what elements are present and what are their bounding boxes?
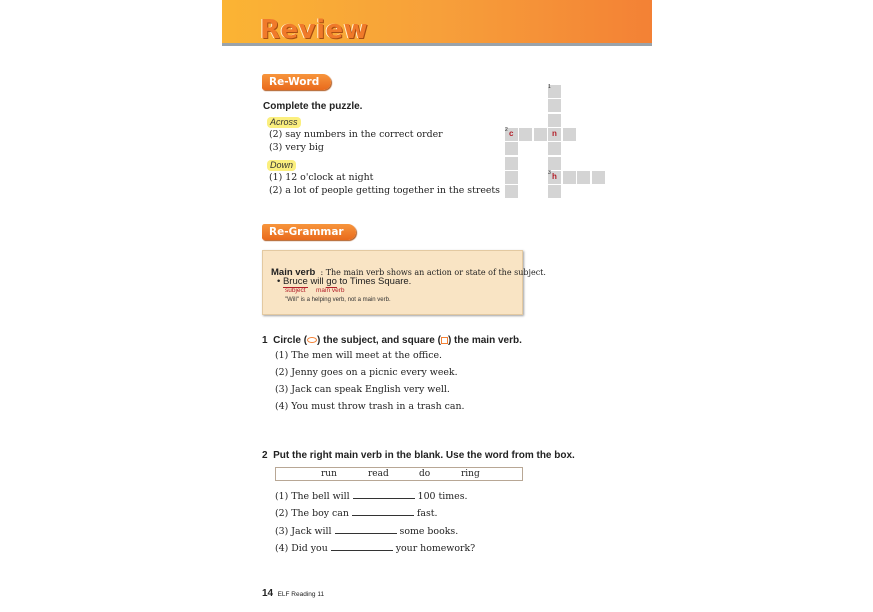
exercise-2-item xyxy=(275,542,475,554)
item-text: (1) The bell will xyxy=(275,491,350,502)
given-letter: h xyxy=(552,172,557,181)
word-option: do xyxy=(419,469,431,479)
word-option: run xyxy=(321,469,337,479)
item-text: fast. xyxy=(416,508,438,519)
instruction-part: Circle ( xyxy=(273,335,308,346)
word-option: ring xyxy=(461,469,480,479)
example-main-verb: go xyxy=(326,276,337,287)
item-text: some books. xyxy=(399,526,459,537)
exercise-1-instruction xyxy=(262,335,522,346)
crossword-cell[interactable] xyxy=(534,128,547,141)
exercise-1-item[interactable]: (4) You must throw trash in a trash can. xyxy=(275,401,465,412)
reword-tag: Re-Word xyxy=(262,74,331,90)
exercise-number: 1 xyxy=(262,335,268,346)
crossword-cell[interactable] xyxy=(505,171,518,184)
exercise-2-instruction xyxy=(262,450,575,461)
item-text: your homework? xyxy=(395,543,476,554)
answer-blank[interactable] xyxy=(352,507,414,516)
crossword-cell[interactable] xyxy=(563,171,576,184)
crossword-cell[interactable] xyxy=(548,171,561,184)
crossword-cell[interactable] xyxy=(592,171,605,184)
exercise-2-item xyxy=(275,507,438,519)
across-clue-3: (3) very big xyxy=(269,142,324,153)
example-rest: to Times Square. xyxy=(339,276,412,287)
answer-blank[interactable] xyxy=(335,525,397,534)
given-letter: c xyxy=(509,129,514,138)
grammar-definition: : The main verb shows an action or state of the subject. xyxy=(320,268,546,277)
crossword-cell[interactable] xyxy=(548,157,561,170)
example-helping-verb: will xyxy=(310,276,324,287)
label-main-verb: main verb xyxy=(316,287,345,294)
page-footer xyxy=(262,583,324,601)
instruction-part: ) the main verb. xyxy=(447,335,522,346)
exercise-1-item[interactable]: (3) Jack can speak English very well. xyxy=(275,384,450,395)
exercise-1-item[interactable]: (1) The men will meet at the office. xyxy=(275,350,443,361)
given-letter: n xyxy=(552,129,557,138)
exercise-1-item[interactable]: (2) Jenny goes on a picnic every week. xyxy=(275,367,458,378)
word-option: read xyxy=(368,469,389,479)
bullet: • xyxy=(277,276,281,287)
book-title: ELF Reading 11 xyxy=(277,591,325,598)
grammar-note-box xyxy=(262,250,546,315)
crossword-cell[interactable] xyxy=(577,171,590,184)
crossword-cell[interactable] xyxy=(548,142,561,155)
item-text: (4) Did you xyxy=(275,543,328,554)
crossword-cell[interactable] xyxy=(519,128,532,141)
crossword-cell[interactable] xyxy=(548,99,561,112)
down-clue-1: (1) 12 o'clock at night xyxy=(269,172,374,183)
crossword-cell[interactable] xyxy=(505,157,518,170)
circle-icon xyxy=(307,337,317,343)
clue-number: 1 xyxy=(548,84,551,90)
example-subject: Bruce xyxy=(282,276,308,287)
regrammar-tag: Re-Grammar xyxy=(262,224,356,240)
word-box xyxy=(275,467,523,481)
down-clue-2: (2) a lot of people getting together in the streets xyxy=(269,185,500,196)
crossword-cell[interactable] xyxy=(548,185,561,198)
exercise-2-item xyxy=(275,490,468,502)
crossword-cell[interactable] xyxy=(505,142,518,155)
item-text: (2) The boy can xyxy=(275,508,349,519)
crossword-cell[interactable] xyxy=(505,185,518,198)
grammar-example xyxy=(277,276,411,287)
instruction-text: Put the right main verb in the blank. Use the word from the box. xyxy=(273,450,575,461)
square-icon xyxy=(441,337,448,344)
crossword-cell[interactable] xyxy=(505,128,518,141)
crossword-cell[interactable] xyxy=(548,114,561,127)
label-subject: subject xyxy=(285,287,306,294)
answer-blank[interactable] xyxy=(331,542,393,551)
workbook-page xyxy=(222,0,652,612)
item-text: 100 times. xyxy=(417,491,468,502)
grammar-term: Main verb xyxy=(271,267,316,278)
crossword-cell[interactable] xyxy=(548,85,561,98)
page-title: Review xyxy=(260,15,369,45)
crossword-cell[interactable] xyxy=(563,128,576,141)
exercise-number: 2 xyxy=(262,450,268,461)
header-banner xyxy=(222,0,652,46)
clue-number: 3 xyxy=(548,170,551,176)
crossword-cell[interactable] xyxy=(548,128,561,141)
page-number: 14 xyxy=(262,588,274,599)
down-label: Down xyxy=(267,160,296,171)
puzzle-instruction: Complete the puzzle. xyxy=(263,101,363,112)
exercise-2-item xyxy=(275,525,458,537)
item-text: (3) Jack will xyxy=(275,526,332,537)
across-clue-2: (2) say numbers in the correct order xyxy=(269,129,443,140)
instruction-part: ) the subject, and square ( xyxy=(317,335,441,346)
grammar-footnote: "Will" is a helping verb, not a main verb. xyxy=(285,297,391,303)
clue-number: 2 xyxy=(505,127,508,133)
across-label: Across xyxy=(267,117,301,128)
answer-blank[interactable] xyxy=(353,490,415,499)
